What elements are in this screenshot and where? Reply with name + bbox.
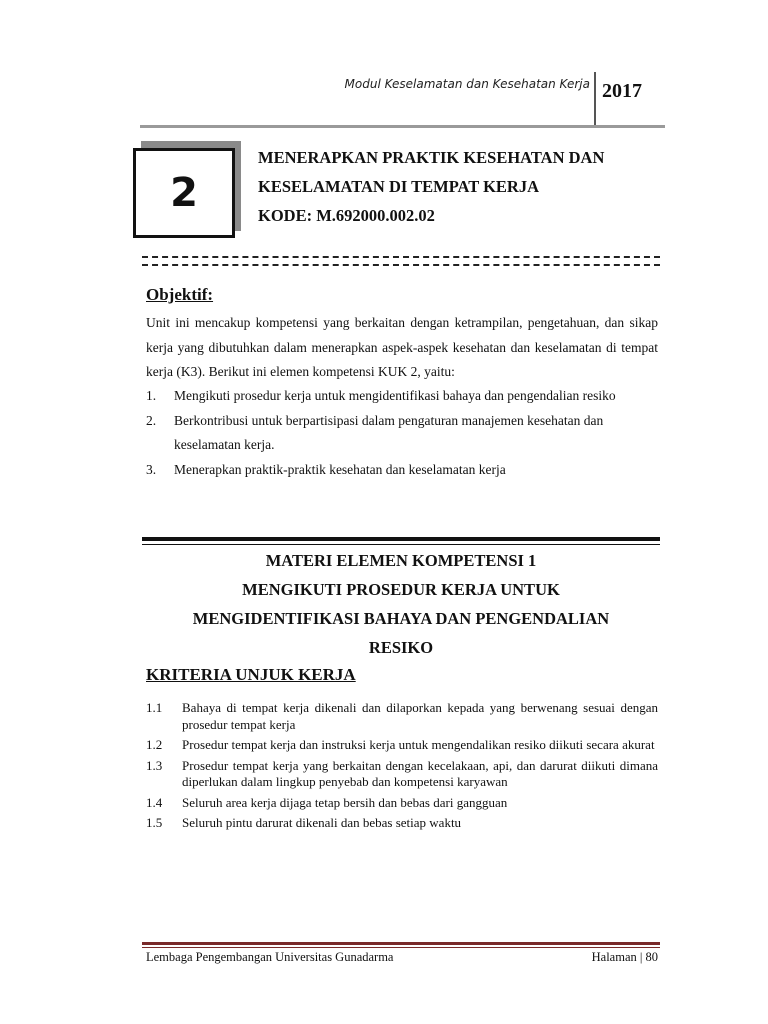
chapter-title [258, 143, 604, 230]
chapter-number: 2 [170, 170, 198, 216]
chapter-title-line: MENERAPKAN PRAKTIK KESEHATAN DAN [258, 148, 605, 167]
footer-rule-thick [142, 942, 660, 945]
kuk-item [146, 737, 658, 754]
kuk-item-number: 1.3 [146, 757, 163, 773]
kuk-item [146, 815, 658, 832]
header-year: 2017 [602, 80, 642, 102]
chapter-number-box [133, 148, 235, 238]
chapter-title-line: KESELAMATAN DI TEMPAT KERJA [258, 177, 539, 196]
kuk-item-text: Prosedur tempat kerja yang berkaitan dengan kecelakaan, api, dan darurat diikuti dimana diperlukan dalam lingkup penyebab dan kompetensi karyawan [182, 757, 658, 789]
materi-title-line: MENGIDENTIFIKASI BAHAYA DAN PENGENDALIAN [192, 609, 610, 628]
materi-title-line: MATERI ELEMEN KOMPETENSI 1 [265, 551, 537, 570]
kuk-item [146, 795, 658, 812]
kuk-list [146, 700, 658, 836]
chapter-code: KODE: M.692000.002.02 [258, 206, 435, 225]
materi-title [142, 546, 660, 662]
kuk-item-number: 1.4 [146, 794, 163, 810]
materi-title-line: RESIKO [368, 638, 434, 657]
list-item [146, 384, 658, 409]
objective-heading: Objektif: [146, 285, 214, 304]
kuk-item [146, 700, 658, 733]
list-item-text: Berkontribusi untuk berpartisipasi dalam pengaturan manajemen kesehatan dan keselamatan kerja. [174, 412, 604, 452]
list-item-text: Menerapkan praktik-praktik kesehatan dan keselamatan kerja [174, 461, 506, 477]
list-item-number: 3. [146, 461, 157, 477]
dashed-separator [142, 256, 660, 258]
list-item [146, 409, 658, 458]
objective-list [146, 384, 658, 482]
section-rule-thin [142, 544, 660, 545]
section-rule-thick [142, 537, 660, 541]
kuk-item-text: Bahaya di tempat kerja dikenali dan dilaporkan kepada yang berwenang sesuai dengan prosedur tempat kerja [182, 700, 658, 732]
kuk-item-text: Seluruh pintu darurat dikenali dan bebas setiap waktu [182, 815, 462, 830]
list-item [146, 458, 658, 483]
running-header-title: Modul Keselamatan dan Kesehatan Kerja [344, 77, 590, 91]
kuk-item-number: 1.5 [146, 815, 163, 830]
kuk-item-number: 1.1 [146, 700, 163, 715]
materi-title-line: MENGIKUTI PROSEDUR KERJA UNTUK [242, 580, 560, 599]
footer-rule-thin [142, 947, 660, 948]
footer-institution: Lembaga Pengembangan Universitas Gunadarma [146, 950, 394, 964]
header-rule [140, 125, 665, 128]
kuk-item-text: Prosedur tempat kerja dan instruksi kerja untuk mengendalikan resiko diikuti secara akurat [182, 737, 655, 752]
objective-paragraph: Unit ini mencakup kompetensi yang berkaitan dengan ketrampilan, pengetahuan, dan sikap kerja yang dibutuhkan dalam menerapkan aspek-aspek kesehatan dan keselamatan di tempat kerja (K3). Berikut ini elemen kompetensi KUK 2, yaitu: [146, 315, 658, 379]
footer-page-number: Halaman | 80 [591, 950, 658, 964]
header-divider [594, 72, 596, 126]
kuk-item-text: Seluruh area kerja dijaga tetap bersih dan bebas dari gangguan [182, 794, 508, 810]
list-item-number: 1. [146, 388, 157, 403]
list-item-text: Mengikuti prosedur kerja untuk mengidentifikasi bahaya dan pengendalian resiko [174, 388, 616, 403]
kuk-item [146, 758, 658, 791]
dashed-separator [142, 264, 660, 266]
kuk-heading: KRITERIA UNJUK KERJA [146, 665, 356, 684]
kuk-item-number: 1.2 [146, 737, 163, 752]
list-item-number: 2. [146, 412, 157, 428]
